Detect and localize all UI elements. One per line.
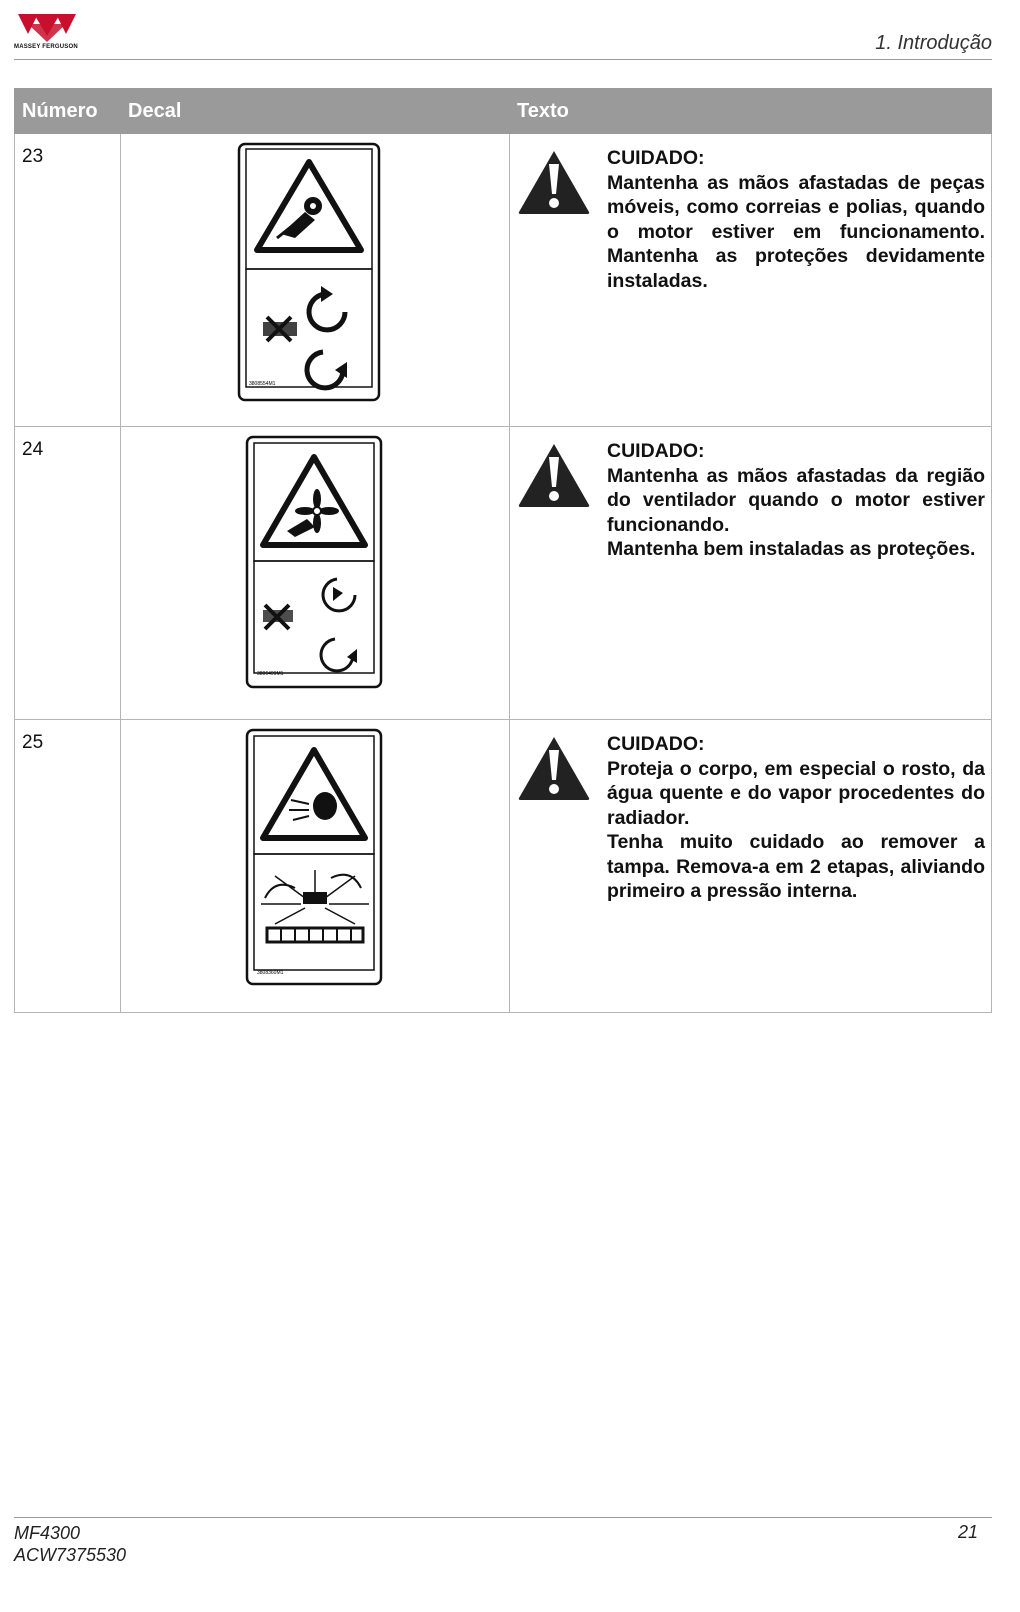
footer-divider	[14, 1517, 992, 1518]
column-header-decal: Decal	[121, 89, 510, 134]
warning-icon	[516, 734, 592, 802]
caution-paragraph: Mantenha as mãos afastadas de peças móveis, como correias e polias, quando o motor estiver em funcionamento. Mantenha as proteções devidamente instaladas.	[607, 171, 985, 292]
decal-cell	[121, 134, 510, 427]
caution-label: CUIDADO:	[607, 147, 705, 169]
text-cell	[510, 720, 992, 1013]
table-row	[15, 427, 992, 720]
row-number: 25	[15, 720, 121, 1013]
caution-paragraph: Tenha muito cuidado ao remover a tampa. Remova-a em 2 etapas, aliviando primeiro a pressão interna.	[607, 831, 985, 902]
warning-icon	[516, 441, 592, 509]
header-divider	[14, 59, 992, 60]
page-number: 21	[957, 1522, 978, 1542]
decal-cell	[121, 427, 510, 720]
footer-left	[14, 1522, 126, 1566]
caution-message	[607, 732, 985, 904]
row-number: 23	[15, 134, 121, 427]
model-name: MF4300	[14, 1523, 81, 1543]
caution-message	[607, 439, 985, 562]
caution-paragraph: Proteja o corpo, em especial o rosto, da água quente e do vapor procedentes do radiador.	[607, 757, 985, 829]
decal-cell	[121, 720, 510, 1013]
caution-paragraph: Mantenha as mãos afastadas da região do ventilador quando o motor estiver funcionando.	[607, 464, 985, 536]
column-header-text: Texto	[510, 89, 992, 134]
caution-label: CUIDADO:	[607, 440, 705, 462]
warning-icon	[516, 148, 592, 216]
caution-paragraph: Mantenha bem instaladas as proteções.	[607, 538, 976, 560]
column-header-number: Número	[15, 89, 121, 134]
fan-hazard-decal	[245, 435, 385, 691]
section-title: 1. Introdução	[875, 32, 992, 54]
text-cell	[510, 427, 992, 720]
row-number: 24	[15, 427, 121, 720]
decal-code: 3808554M1	[249, 381, 276, 387]
decal-code: 3806499M1	[257, 671, 284, 677]
belt-pulley-hazard-decal	[237, 142, 381, 402]
hot-steam-hazard-decal	[245, 728, 385, 988]
decals-table	[14, 88, 992, 1013]
logo-wordmark: MASSEY FERGUSON	[14, 44, 78, 50]
table-header-row	[15, 89, 992, 134]
caution-label: CUIDADO:	[607, 733, 705, 755]
document-code: ACW7375530	[14, 1545, 127, 1565]
caution-message	[607, 146, 985, 293]
text-cell	[510, 134, 992, 427]
table-row	[15, 720, 992, 1013]
decal-code: 3808360M1	[257, 970, 284, 976]
table-row	[15, 134, 992, 427]
